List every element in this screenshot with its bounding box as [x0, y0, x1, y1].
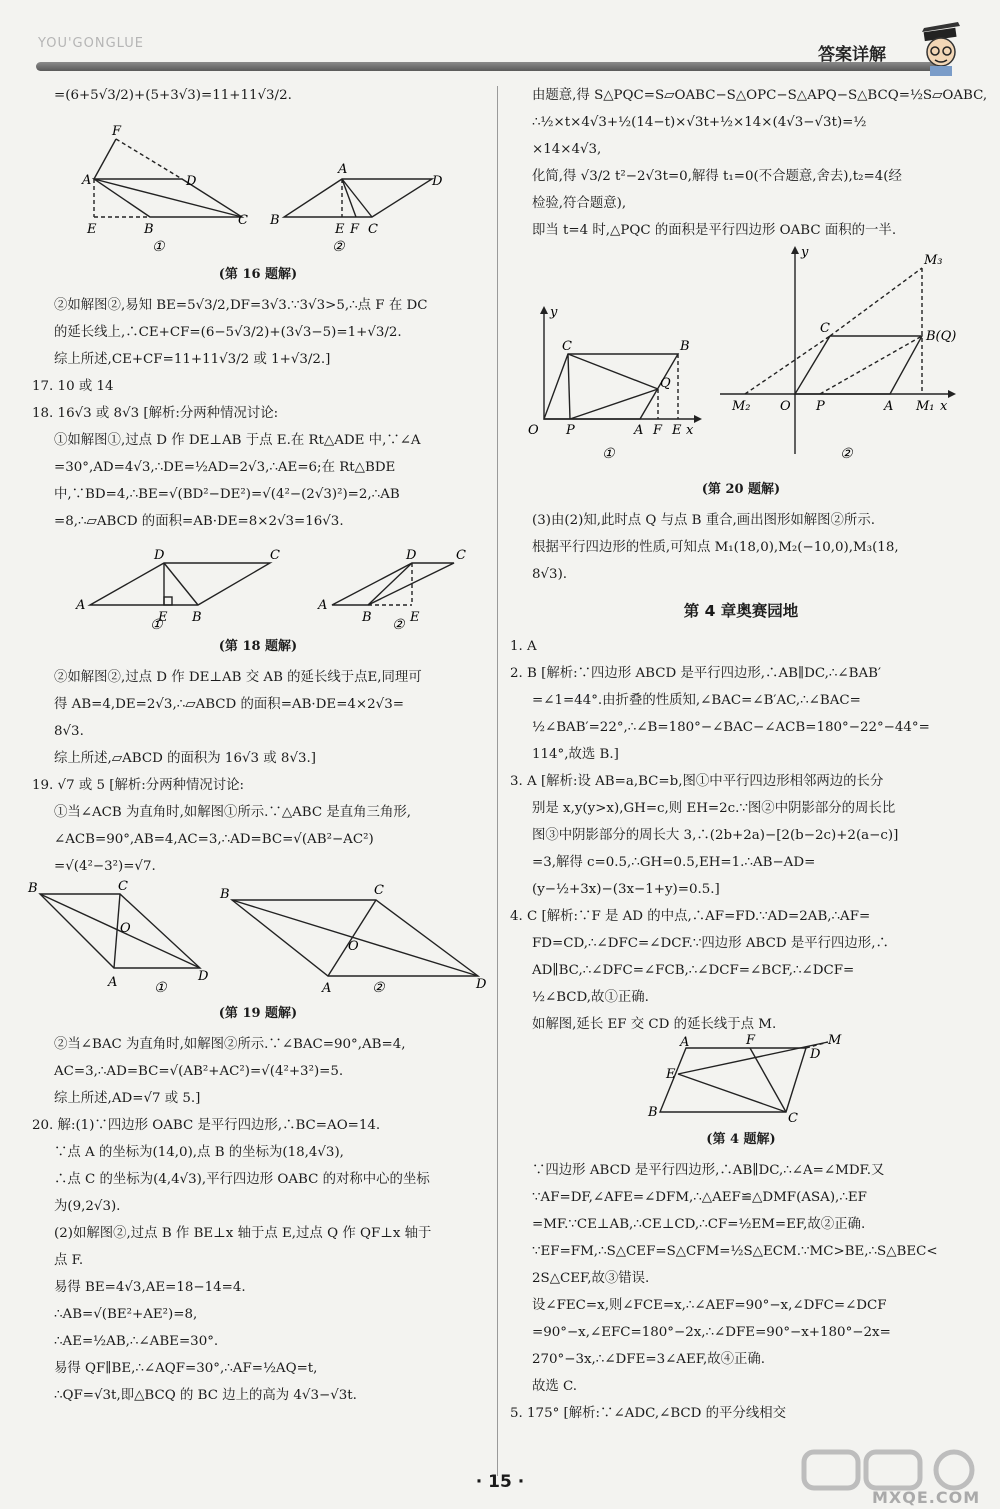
label-C: C: [562, 339, 572, 354]
label-M3: M₃: [924, 253, 943, 268]
label-P: P: [566, 423, 575, 438]
text-line: 得 AB=4,DE=2√3,∴▱ABCD 的面积=AB·DE=4×2√3=: [54, 697, 404, 712]
right-column: [510, 82, 988, 1427]
text-line: 别是 x,y(y>x),GH=c,则 EH=2c.∵图②中阴影部分的周长比: [532, 801, 896, 816]
text-line: 点 F.: [54, 1253, 84, 1268]
label-C: C: [238, 213, 248, 228]
text-line: =30°,AD=4√3,∴DE=½AD=2√3,∴AE=6;在 Rt△BDE: [54, 460, 396, 475]
label-D: D: [186, 174, 197, 189]
text-line: FD=CD,∴∠DFC=∠DCF.∵四边形 ABCD 是平行四边形,∴: [532, 936, 889, 951]
column-divider: [497, 86, 498, 1476]
text-line: 根据平行四边形的性质,可知点 M₁(18,0),M₂(−10,0),M₃(18,: [532, 540, 899, 555]
label-F: F: [746, 1033, 756, 1048]
label-P2: P: [816, 399, 825, 414]
chapter-title: 第 4 章奥赛园地: [683, 602, 799, 620]
text-line: 1. A: [510, 639, 537, 654]
label-D2: D: [432, 174, 443, 189]
section-label: 答案详解: [818, 45, 886, 65]
text-line: ①如解图①,过点 D 作 DE⊥AB 于点 E.在 Rt△ADE 中,∵∠A: [54, 433, 421, 448]
text-line: AC=3,∴AD=BC=√(AB²+AC²)=√(4²+3²)=5.: [54, 1064, 344, 1079]
label-E: E: [666, 1067, 676, 1082]
text-line: =90°−x,∠EFC=180°−2x,∴∠DFE=90°−x+180°−2x=: [532, 1325, 891, 1340]
text-line: 综上所述,AD=√7 或 5.]: [54, 1091, 201, 1106]
text-line: (3)由(2)知,此时点 Q 与点 B 重合,画出图形如解图②所示.: [532, 513, 875, 528]
text-line: 3. A [解析:设 AB=a,BC=b,图①中平行四边形相邻两边的长分: [510, 774, 884, 789]
label-C2: C: [820, 321, 830, 336]
label-E: E: [672, 423, 682, 438]
label-C2: C: [368, 222, 378, 237]
label-F: F: [112, 124, 122, 139]
fig-marker-2: ②: [332, 239, 345, 255]
text-line: 综上所述,▱ABCD 的面积为 16√3 或 8√3.]: [54, 751, 316, 766]
label-C2: C: [374, 883, 384, 898]
label-A: A: [82, 173, 92, 188]
fig-marker-2: ②: [840, 446, 853, 462]
text-line: ½∠BCD,故①正确.: [532, 990, 649, 1005]
text-line: ½∠BAB′=22°,∴∠B=180°−∠BAC−∠ACB=180°−22°−44°=: [532, 720, 930, 735]
label-E: E: [87, 222, 97, 237]
text-line: AD∥BC,∴∠DFC=∠FCB,∴∠DCF=∠BCF,∴∠DCF=: [532, 963, 855, 978]
text-line: 19. √7 或 5 [解析:分两种情况讨论:: [32, 778, 245, 793]
text-line: 2S△CEF,故③错误.: [532, 1271, 650, 1286]
label-M2: M₂: [732, 399, 751, 414]
label-Q: Q: [660, 376, 671, 391]
text-line: 5. 175° [解析:∵∠ADC,∠BCD 的平分线相交: [510, 1406, 786, 1421]
label-E2: E: [410, 610, 420, 625]
text-line: 8√3).: [532, 567, 568, 582]
label-A2: A: [322, 981, 332, 996]
page-header: [0, 0, 1000, 80]
text-line: ∴AE=½AB,∴∠ABE=30°.: [54, 1334, 219, 1349]
text-line: 2. B [解析:∵四边形 ABCD 是平行四边形,∴AB∥DC,∴∠BAB′: [510, 666, 882, 681]
fig-marker-1: ①: [602, 446, 615, 462]
text-line: 化简,得 √3/2 t²−2√3t=0,解得 t₁=0(不合题意,舍去),t₂=4(经: [532, 169, 902, 184]
figure-q4: [510, 1033, 972, 1126]
figure-q18: [32, 535, 484, 631]
text-line: ∵AF=DF,∠AFE=∠DFM,∴△AEF≌△DMF(ASA),∴EF: [532, 1190, 867, 1205]
label-F: F: [653, 423, 663, 438]
fig-marker-1: ①: [154, 980, 167, 996]
label-B: B: [648, 1105, 658, 1120]
label-x: x: [686, 423, 694, 438]
page-number: · 15 ·: [475, 1472, 525, 1492]
text-line: ∴AB=√(BE²+AE²)=8,: [54, 1307, 198, 1322]
label-B: B: [680, 339, 690, 354]
label-D2: D: [476, 977, 487, 992]
text-line: 综上所述,CE+CF=11+11√3/2 或 1+√3/2.]: [54, 352, 331, 367]
text-line: 17. 10 或 14: [32, 379, 114, 394]
fig-marker-2: ②: [372, 980, 385, 996]
figure-q20: [510, 244, 972, 474]
label-D: D: [810, 1047, 821, 1062]
text-line: 270°−3x,∴∠DFE=3∠AEF,故④正确.: [532, 1352, 766, 1367]
label-y2: y: [801, 245, 809, 260]
text-line: 的延长线上,∴CE+CF=(6−5√3/2)+(3√3−5)=1+√3/2.: [54, 325, 402, 340]
text-line: =(6+5√3/2)+(5+3√3)=11+11√3/2.: [54, 88, 292, 103]
label-O: O: [120, 921, 131, 936]
text-line: 18. 16√3 或 8√3 [解析:分两种情况讨论:: [32, 406, 279, 421]
label-B: B: [192, 610, 202, 625]
text-line: =3,解得 c=0.5,∴GH=0.5,EH=1.∴AB−AD=: [532, 855, 816, 870]
text-line: =8,∴▱ABCD 的面积=AB·DE=8×2√3=16√3.: [54, 514, 344, 529]
text-line: (2)如解图②,过点 B 作 BE⊥x 轴于点 E,过点 Q 作 QF⊥x 轴于: [54, 1226, 432, 1241]
label-B: B: [144, 222, 154, 237]
header-bar: [36, 62, 936, 71]
fig-marker-2: ②: [392, 617, 405, 633]
text-line: 检验,符合题意),: [532, 196, 627, 211]
text-line: =MF.∵CE⊥AB,∴CE⊥CD,∴CF=½EM=EF,故②正确.: [532, 1217, 866, 1232]
figure-q19: [28, 879, 487, 998]
text-line: ∵点 A 的坐标为(14,0),点 B 的坐标为(18,4√3),: [54, 1145, 344, 1160]
label-F2: F: [350, 222, 360, 237]
label-D2: D: [406, 548, 417, 563]
label-M1: M₁: [916, 399, 935, 414]
text-line: 易得 BE=4√3,AE=18−14=4.: [54, 1280, 246, 1295]
label-E2: E: [335, 222, 345, 237]
text-line: =√(4²−3²)=√7.: [54, 859, 156, 874]
label-B: B: [28, 881, 38, 896]
caption-q18: (第 18 题解): [218, 639, 298, 654]
text-line: =∠1=44°.由折叠的性质知,∠BAC=∠B′AC,∴∠BAC=: [532, 693, 861, 708]
fig-marker-1: ①: [152, 239, 165, 255]
text-line: ②当∠BAC 为直角时,如解图②所示.∵∠BAC=90°,AB=4,: [54, 1037, 406, 1052]
label-C: C: [270, 548, 280, 563]
text-line: 图③中阴影部分的周长大 3,∴(2b+2a)−[2(b−2c)+2(a−c)]: [532, 828, 899, 843]
caption-q19: (第 19 题解): [218, 1006, 298, 1021]
label-C2: C: [456, 548, 466, 563]
text-line: ①当∠ACB 为直角时,如解图①所示.∵△ABC 是直角三角形,: [54, 805, 411, 820]
label-E: E: [158, 610, 168, 625]
text-line: 114°,故选 B.]: [532, 747, 619, 762]
brand-text: YOU'GONGLUE: [38, 36, 144, 51]
text-line: 20. 解:(1)∵四边形 OABC 是平行四边形,∴BC=AO=14.: [32, 1118, 381, 1133]
text-line: 设∠FEC=x,则∠FCE=x,∴∠AEF=90°−x,∠DFC=∠DCF: [532, 1298, 887, 1313]
label-B2: B: [362, 610, 372, 625]
label-O2: O: [780, 399, 791, 414]
label-D: D: [154, 548, 165, 563]
label-O: O: [528, 423, 539, 438]
watermark-logo-icon: [800, 1448, 990, 1492]
text-line: (y−½+3x)−(3x−1+y)=0.5.]: [532, 882, 720, 897]
label-C: C: [118, 879, 128, 894]
label-y: y: [550, 305, 558, 320]
label-B2: B: [270, 213, 280, 228]
label-C: C: [788, 1111, 798, 1126]
caption-q16: (第 16 题解): [218, 267, 298, 282]
label-A2: A: [318, 598, 328, 613]
label-A: A: [680, 1035, 690, 1050]
label-A: A: [108, 975, 118, 990]
text-line: ∴点 C 的坐标为(4,4√3),平行四边形 OABC 的对称中心的坐标: [54, 1172, 430, 1187]
label-M: M: [828, 1033, 842, 1048]
text-line: ∠ACB=90°,AB=4,AC=3,∴AD=BC=√(AB²−AC²): [54, 832, 374, 847]
text-line: ②如解图②,过点 D 作 DE⊥AB 交 AB 的延长线于点E,同理可: [54, 670, 422, 685]
text-line: ②如解图②,易知 BE=5√3/2,DF=3√3.∵3√3>5,∴点 F 在 DC: [54, 298, 428, 313]
text-line: 易得 QF∥BE,∴∠AQF=30°,∴AF=½AQ=t,: [54, 1361, 318, 1376]
figure-q16: [32, 109, 484, 259]
label-A2: A: [884, 399, 894, 414]
fig-marker-1: ①: [150, 617, 163, 633]
label-O2: O: [348, 939, 359, 954]
caption-q20: (第 20 题解): [701, 482, 781, 497]
label-A: A: [76, 598, 86, 613]
watermark-text: MXQE.COM: [872, 1488, 981, 1507]
text-line: ×14×4√3,: [532, 142, 602, 157]
text-line: ∴½×t×4√3+½(14−t)×√3t+½×14×(4√3−√3t)=½: [532, 115, 867, 130]
text-line: 为(9,2√3).: [54, 1199, 121, 1214]
mascot-icon: [918, 22, 964, 76]
label-D: D: [198, 969, 209, 984]
text-line: 8√3.: [54, 724, 84, 739]
text-line: 4. C [解析:∵F 是 AD 的中点,∴AF=FD.∵AD=2AB,∴AF=: [510, 909, 871, 924]
text-line: 即当 t=4 时,△PQC 的面积是平行四边形 OABC 面积的一半.: [532, 223, 897, 238]
label-A2: A: [338, 162, 348, 177]
text-line: 中,∵BD=4,∴BE=√(BD²−DE²)=√(4²−(2√3)²)=2,∴AB: [54, 487, 400, 502]
text-line: ∵四边形 ABCD 是平行四边形,∴AB∥DC,∴∠A=∠MDF.又: [532, 1163, 885, 1178]
left-column: [28, 82, 487, 1409]
label-A: A: [634, 423, 644, 438]
label-x2: x: [940, 399, 948, 414]
label-B2: B: [220, 887, 230, 902]
caption-q4: (第 4 题解): [706, 1132, 776, 1147]
text-line: 故选 C.: [532, 1379, 578, 1394]
text-line: 由题意,得 S△PQC=S▱OABC−S△OPC−S△APQ−S△BCQ=½S▱OABC,: [532, 88, 988, 103]
text-line: ∵EF=FM,∴S△CEF=S△CFM=½S△ECM.∵MC>BE,∴S△BEC<: [532, 1244, 938, 1259]
text-line: 如解图,延长 EF 交 CD 的延长线于点 M.: [532, 1017, 777, 1032]
text-line: ∴QF=√3t,即△BCQ 的 BC 边上的高为 4√3−√3t.: [54, 1388, 357, 1403]
label-BQ: B(Q): [926, 329, 957, 344]
